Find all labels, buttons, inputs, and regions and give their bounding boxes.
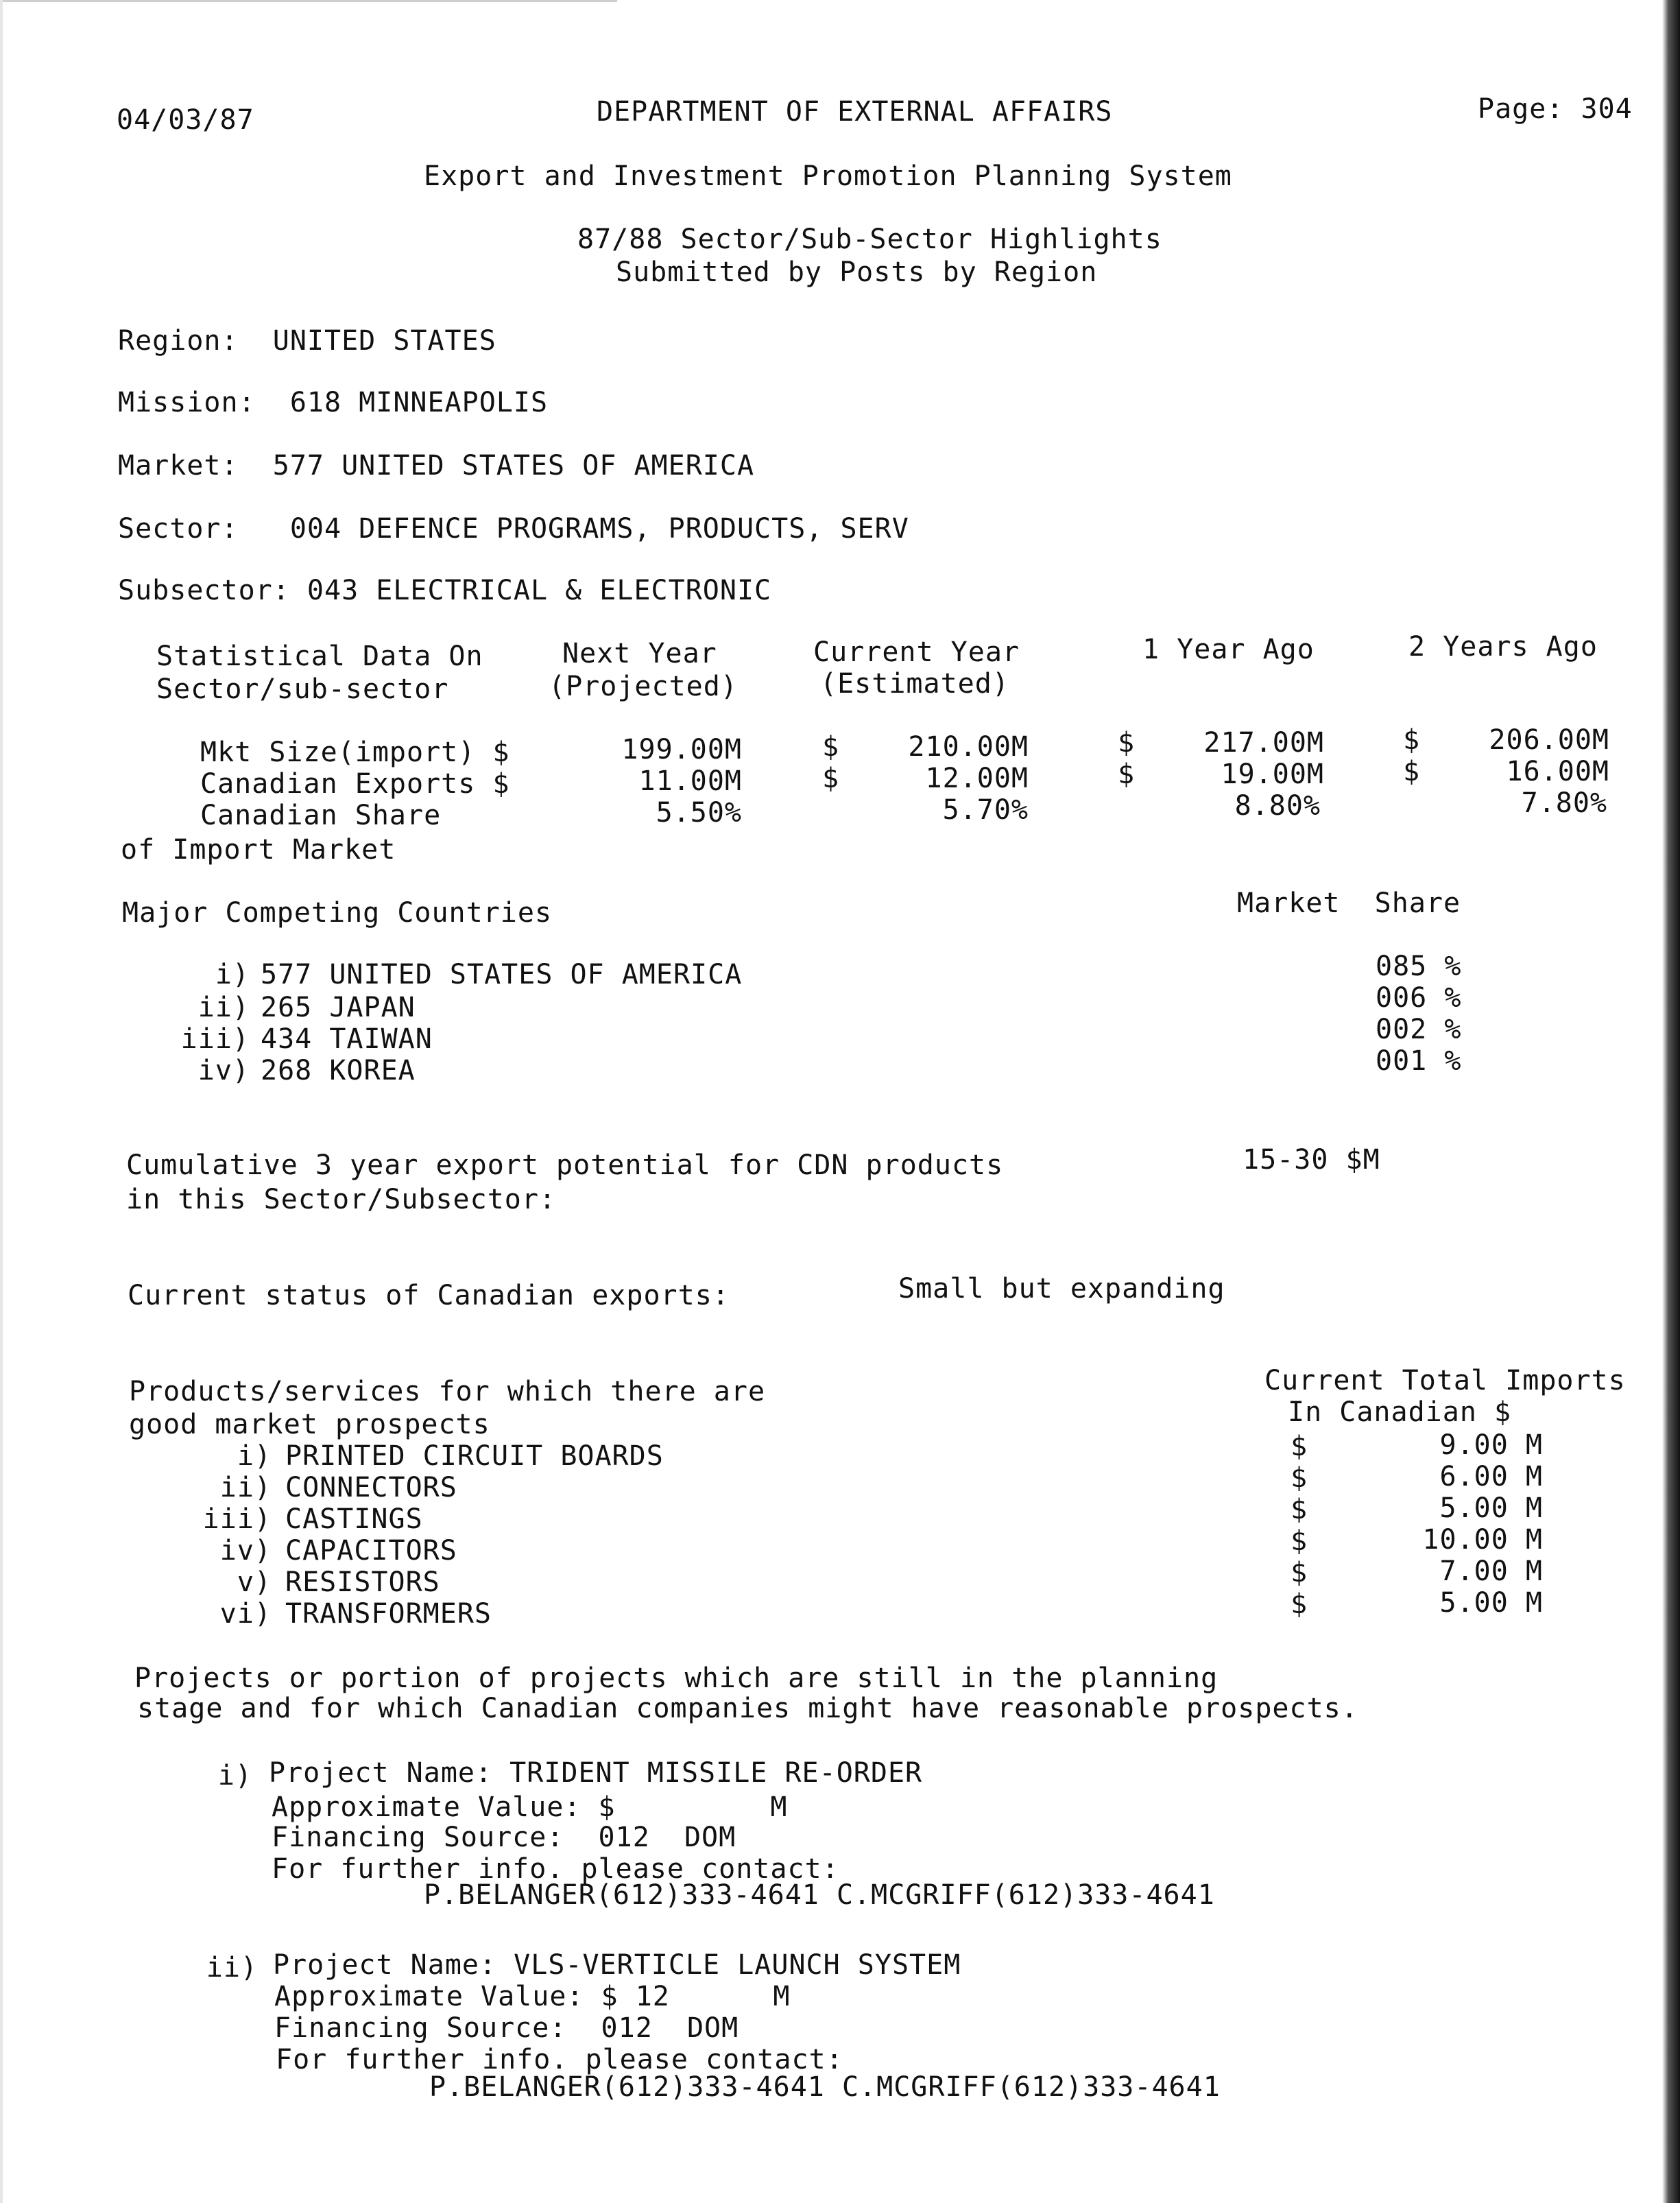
imports-col-heading-1: Current Total Imports: [1264, 1365, 1626, 1396]
sector-line: Sector: 004 DEFENCE PROGRAMS, PRODUCTS, SERV: [118, 513, 909, 545]
product-num: iv): [219, 1535, 272, 1567]
export-potential-line-2: in this Sector/Subsector:: [126, 1184, 557, 1215]
competitors-heading: Major Competing Countries: [122, 897, 553, 929]
col-1-year-ago: 1 Year Ago: [1142, 634, 1315, 665]
stats-heading-1: Statistical Data On: [156, 641, 483, 672]
competitor-name: 577 UNITED STATES OF AMERICA: [261, 959, 743, 990]
competitor-share: 085 %: [1376, 951, 1462, 982]
stats-current-year: $ 12.00M: [822, 763, 1029, 794]
product-num: iii): [202, 1503, 272, 1535]
competitor-name: 265 JAPAN: [261, 992, 416, 1023]
competitor-share: 001 %: [1376, 1045, 1462, 1077]
products-heading-2: good market prospects: [129, 1409, 490, 1440]
stats-row-label: Mkt Size(import) $: [200, 737, 510, 768]
project-approx-value: Approximate Value: $ 12 M: [274, 1981, 791, 2012]
competitor-share: 006 %: [1376, 982, 1462, 1014]
projects-heading-2: stage and for which Canadian companies might have reasonable prospects.: [137, 1693, 1358, 1724]
col-current-year: Current Year: [813, 636, 1020, 668]
projects-heading-1: Projects or portion of projects which are still in the planning: [134, 1663, 1219, 1694]
product-import-value: 10.00 M: [1422, 1524, 1543, 1556]
product-name: TRANSFORMERS: [285, 1598, 492, 1630]
product-name: CONNECTORS: [285, 1472, 457, 1503]
mission-line: Mission: 618 MINNEAPOLIS: [118, 387, 549, 418]
product-num: vi): [219, 1598, 272, 1630]
project-financing-source: Financing Source: 012 DOM: [274, 2012, 739, 2044]
product-import-value: 5.00 M: [1439, 1587, 1543, 1619]
product-name: PRINTED CIRCUIT BOARDS: [285, 1440, 664, 1472]
project-contact-label: For further info. please contact:: [272, 1853, 839, 1885]
product-currency: $: [1291, 1462, 1308, 1494]
stats-current-year: 5.70%: [942, 794, 1029, 826]
products-heading-1: Products/services for which there are: [129, 1376, 766, 1407]
col-2-years-ago: 2 Years Ago: [1408, 631, 1598, 663]
department-title: DEPARTMENT OF EXTERNAL AFFAIRS: [597, 96, 1113, 128]
stats-next-year: 199.00M: [621, 734, 742, 765]
market-share-heading: Market Share: [1237, 888, 1461, 919]
stats-2-years-ago: $ 16.00M: [1403, 756, 1609, 787]
report-subtitle-1: 87/88 Sector/Sub-Sector Highlights: [577, 224, 1162, 255]
product-num: ii): [219, 1472, 272, 1503]
stats-heading-2: Sector/sub-sector: [156, 674, 449, 705]
export-potential-line-1: Cumulative 3 year export potential for CDN products: [126, 1150, 1004, 1181]
system-title: Export and Investment Promotion Planning System: [424, 160, 1232, 192]
competitor-num: ii): [197, 992, 250, 1023]
product-currency: $: [1291, 1431, 1308, 1462]
scan-right-edge: [1662, 0, 1680, 2203]
product-name: CAPACITORS: [285, 1535, 457, 1567]
page-number: Page: 304: [1478, 93, 1633, 125]
export-status-value: Small but expanding: [898, 1273, 1225, 1305]
export-status-label: Current status of Canadian exports:: [128, 1280, 730, 1311]
col-current-year-sub: (Estimated): [820, 668, 1009, 700]
competitor-num: iii): [180, 1023, 250, 1055]
project-approx-value: Approximate Value: $ M: [272, 1791, 788, 1823]
col-next-year: Next Year: [562, 638, 717, 669]
product-num: i): [237, 1440, 272, 1472]
product-name: RESISTORS: [285, 1567, 440, 1598]
col-next-year-sub: (Projected): [549, 671, 738, 702]
stats-1-year-ago: 8.80%: [1234, 790, 1321, 822]
stats-row-label: Canadian Exports $: [200, 768, 510, 800]
stats-label-tail: of Import Market: [121, 834, 396, 866]
product-currency: $: [1291, 1494, 1308, 1525]
project-name: Project Name: TRIDENT MISSILE RE-ORDER: [269, 1757, 923, 1789]
report-subtitle-2: Submitted by Posts by Region: [616, 257, 1098, 288]
subsector-line: Subsector: 043 ELECTRICAL & ELECTRONIC: [118, 575, 772, 606]
product-import-value: 7.00 M: [1439, 1556, 1543, 1587]
region-line: Region: UNITED STATES: [118, 325, 496, 357]
product-import-value: 6.00 M: [1439, 1461, 1543, 1492]
project-num: ii): [206, 1952, 258, 1984]
project-num: i): [217, 1760, 252, 1791]
product-currency: $: [1291, 1557, 1308, 1588]
product-import-value: 9.00 M: [1439, 1429, 1543, 1461]
product-name: CASTINGS: [285, 1503, 423, 1535]
stats-next-year: 11.00M: [638, 765, 742, 797]
product-currency: $: [1291, 1588, 1308, 1620]
market-line: Market: 577 UNITED STATES OF AMERICA: [118, 450, 755, 481]
competitor-name: 268 KOREA: [261, 1055, 416, 1086]
project-financing-source: Financing Source: 012 DOM: [272, 1822, 736, 1853]
stats-2-years-ago: 7.80%: [1521, 787, 1607, 819]
project-contact: P.BELANGER(612)333-4641 C.MCGRIFF(612)333-4641: [424, 1879, 1215, 1911]
imports-col-heading-2: In Canadian $: [1288, 1396, 1512, 1428]
project-name: Project Name: VLS-VERTICLE LAUNCH SYSTEM: [273, 1949, 961, 1981]
competitor-share: 002 %: [1376, 1014, 1462, 1045]
stats-2-years-ago: $ 206.00M: [1403, 724, 1609, 756]
stats-row-label: Canadian Share: [200, 800, 442, 831]
stats-1-year-ago: $ 217.00M: [1118, 727, 1324, 759]
report-date: 04/03/87: [117, 104, 254, 136]
product-num: v): [237, 1567, 272, 1598]
export-potential-value: 15-30 $M: [1243, 1144, 1380, 1176]
competitor-num: i): [215, 959, 250, 990]
stats-next-year: 5.50%: [656, 797, 742, 829]
project-contact-label: For further info. please contact:: [276, 2044, 843, 2075]
competitor-name: 434 TAIWAN: [261, 1023, 433, 1055]
competitor-num: iv): [197, 1055, 250, 1086]
stats-current-year: $ 210.00M: [822, 731, 1029, 763]
project-contact: P.BELANGER(612)333-4641 C.MCGRIFF(612)333-4641: [429, 2071, 1221, 2103]
product-import-value: 5.00 M: [1439, 1492, 1543, 1524]
stats-1-year-ago: $ 19.00M: [1118, 759, 1324, 790]
product-currency: $: [1291, 1525, 1308, 1557]
scan-top-edge: [0, 0, 617, 2]
scan-left-edge: [0, 0, 3, 2203]
